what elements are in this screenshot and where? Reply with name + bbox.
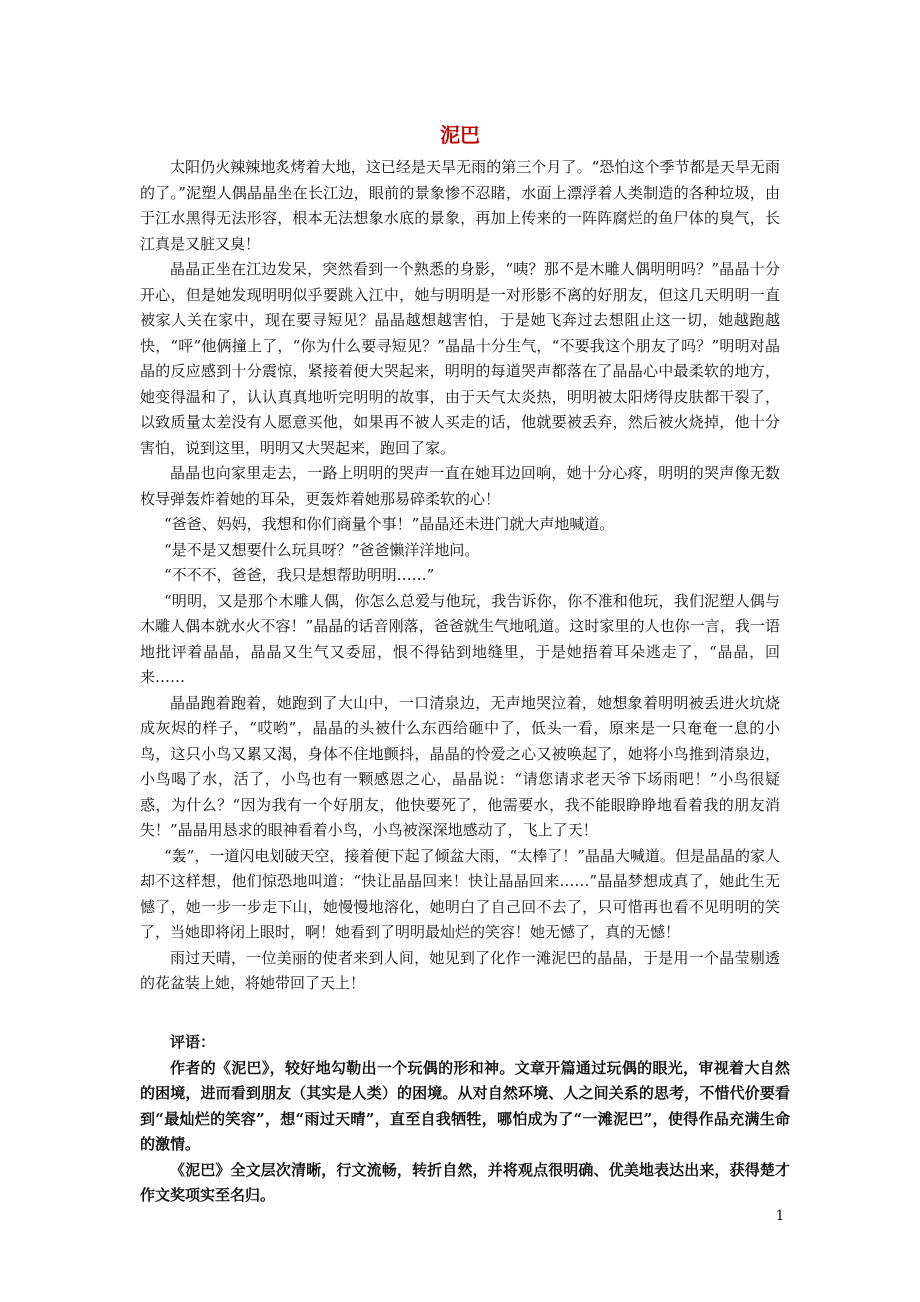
story-paragraph: 太阳仍火辣辣地炙烤着大地，这已经是天旱无雨的第三个月了。“恐怕这个季节都是天旱无雨的了。”泥塑人偶晶晶坐在长江边，眼前的景象惨不忍睹，水面上漂浮着人类制造的各种垃圾，由于江水黑得无法形容，根本无法想象水底的景象，再加上传来的一阵阵腐烂的鱼尸体的臭气，长江真是又脏又臭！ xyxy=(140,158,780,253)
story-paragraph: 晶晶跑着跑着，她跑到了大山中，一口清泉边，无声地哭泣着，她想象着明明被丢进火坑烧成灰烬的样子，“哎哟”，晶晶的头被什么东西给砸中了，低头一看，原来是一只奄奄一息的小鸟，这只小鸟又累又渴，身体不住地颤抖，晶晶的怜爱之心又被唤起了，她将小鸟推到清泉边，小鸟喝了水，活了，小鸟也有一颗感恩之心，晶晶说：“请您请求老天爷下场雨吧！”小鸟很疑惑，为什么？“因为我有一个好朋友，他快要死了，他需要水，我不能眼睁睁地看着我的朋友消失！”晶晶用恳求的眼神看着小鸟，小鸟被深深地感动了，飞上了天！ xyxy=(140,693,780,839)
comment-paragraph: 《泥巴》全文层次清晰，行文流畅，转折自然，并将观点很明确、优美地表达出来，获得楚才作文奖项实至名归。 xyxy=(140,1160,790,1204)
story-paragraph: “是不是又想要什么玩具呀？”爸爸懒洋洋地问。 xyxy=(164,540,480,559)
story-paragraph: “爸爸、妈妈，我想和你们商量个事！”晶晶还未进门就大声地喊道。 xyxy=(164,515,615,533)
story-body xyxy=(140,155,780,997)
story-paragraph: “轰”，一道闪电划破天空，接着便下起了倾盆大雨，“太棒了！”晶晶大喊道。但是晶晶的家人却不这样想，他们惊恐地叫道：“快让晶晶回来！快让晶晶回来……”晶晶梦想成真了，她此生无憾了，她一步一步走下山，她慢慢地溶化，她明白了自己回不去了，只可惜再也看不见明明的笑了，当她即将闭上眼时，啊！她看到了明明最灿烂的笑容！她无憾了，真的无憾！ xyxy=(140,846,780,941)
document-title: 泥巴 xyxy=(440,123,480,147)
story-paragraph: “不不不，爸爸，我只是想帮助明明……” xyxy=(164,566,435,584)
story-paragraph: 雨过天晴，一位美丽的使者来到人间，她见到了化作一滩泥巴的晶晶，于是用一个晶莹剔透的花盆装上她，将她带回了天上！ xyxy=(140,948,780,992)
story-paragraph: “明明，又是那个木雕人偶，你怎么总爱与他玩，我告诉你，你不准和他玩，我们泥塑人偶与木雕人偶本就水火不容！”晶晶的话音刚落，爸爸就生气地吼道。这时家里的人也你一言，我一语地批评着晶晶，晶晶又生气又委屈，恨不得钻到地缝里，于是她捂着耳朵逃走了，“晶晶，回来…… xyxy=(140,591,780,686)
comment-paragraph: 作者的《泥巴》，较好地勾勒出一个玩偶的形和神。文章开篇通过玩偶的眼光，审视着大自然的困境，进而看到朋友（其实是人类）的困境。从对自然环境、人之间关系的思考，不惜代价要看到“最灿烂的笑容”，想“雨过天晴”，直至自我牺牲，哪怕成为了“一滩泥巴”，使得作品充满生命的激情。 xyxy=(140,1058,790,1153)
comment-section xyxy=(140,1030,790,1209)
page-number: 1 xyxy=(775,1208,785,1224)
story-paragraph: 晶晶也向家里走去，一路上明明的哭声一直在她耳边回响，她十分心疼，明明的哭声像无数枚导弹轰炸着她的耳朵，更轰炸着她那易碎柔软的心！ xyxy=(140,464,780,508)
comment-label: 评语： xyxy=(170,1033,216,1051)
story-paragraph: 晶晶正坐在江边发呆，突然看到一个熟悉的身影，“咦？那不是木雕人偶明明吗？”晶晶十分开心，但是她发现明明似乎要跳入江中，她与明明是一对形影不离的好朋友，但这几天明明一直被家人关在家中，现在要寻短见？晶晶越想越害怕，于是她飞奔过去想阻止这一切，她越跑越快，“呯”他俩撞上了，“你为什么要寻短见？”晶晶十分生气，“不要我这个朋友了吗？”明明对晶晶的反应感到十分震惊，紧接着便大哭起来，明明的每道哭声都落在了晶晶心中最柔软的地方，她变得温和了，认认真真地听完明明的故事，由于天气太炎热，明明被太阳烤得皮肤都干裂了，以致质量太差没有人愿意买他，如果再不被人买走的话，他就要被丢弃，然后被火烧掉，他十分害怕，说到这里，明明又大哭起来，跑回了家。 xyxy=(140,260,780,457)
